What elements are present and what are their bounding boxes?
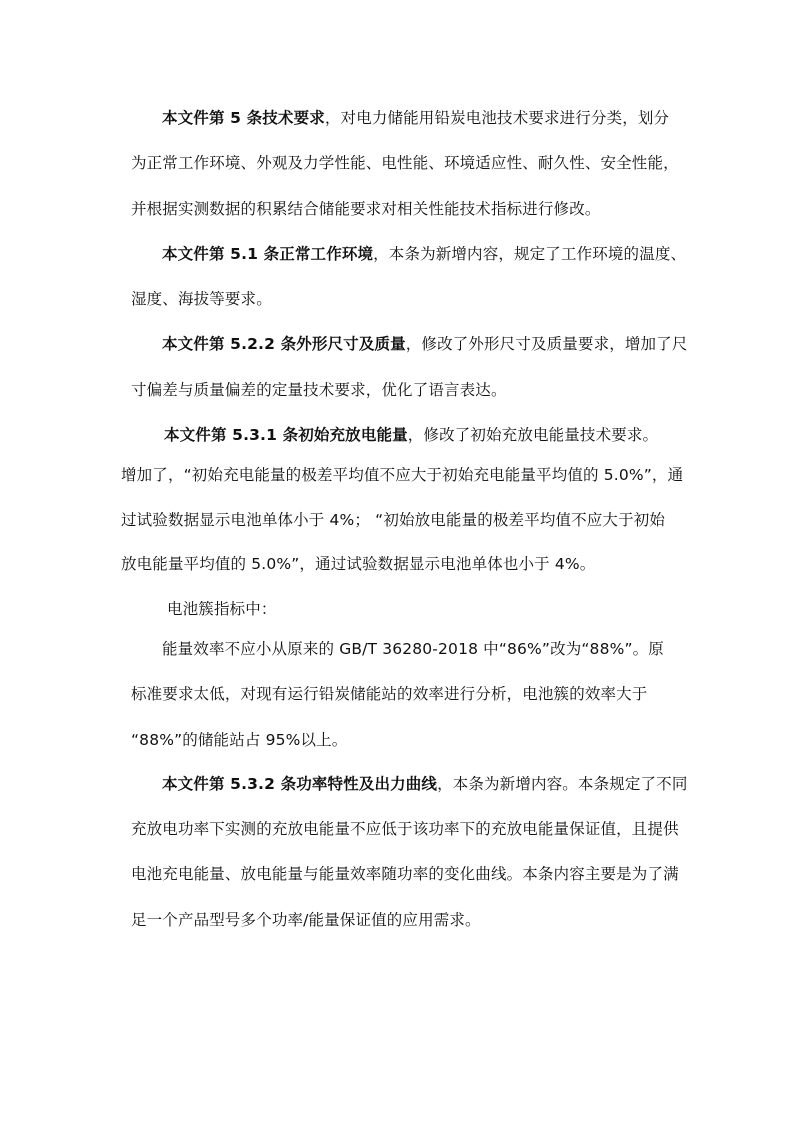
paragraph-6-line-1: 能量效率不应小从原来的 GB/T 36280-2018 中“86%”改为“88%”。原: [162, 640, 664, 658]
paragraph-text: ，修改了初始充放电能量技术要求。: [407, 426, 659, 444]
paragraph-7-line-3: 电池充电能量、放电能量与能量效率随功率的变化曲线。本条内容主要是为了满: [131, 865, 679, 883]
paragraph-4-line-4: 放电能量平均值的 5.0%”，通过试验数据显示电池单体也小于 4%。: [121, 555, 596, 573]
paragraph-text: ，本条为新增内容。本条规定了不同: [437, 775, 688, 793]
paragraph-3-line-1: [162, 333, 687, 355]
paragraph-6-line-2: 标准要求太低，对现有运行铅炭储能站的效率进行分析，电池簇的效率大于: [131, 685, 648, 703]
clause-heading: 本文件第 5.3.1 条初始充放电能量: [164, 426, 408, 444]
clause-heading: 本文件第 5.3.2 条功率特性及出力曲线: [162, 775, 438, 793]
paragraph-7-line-1: [162, 773, 687, 795]
paragraph-5-line-1: 电池簇指标中：: [167, 600, 277, 618]
clause-heading: 本文件第 5.2.2 条外形尺寸及质量: [162, 335, 406, 353]
paragraph-4-line-1: [164, 424, 658, 446]
paragraph-3-line-2: 寸偏差与质量偏差的定量技术要求，优化了语言表达。: [131, 381, 507, 399]
clause-heading: 本文件第 5 条技术要求: [162, 109, 325, 127]
paragraph-7-line-2: 充放电功率下实测的充放电能量不应低于该功率下的充放电能量保证值，且提供: [131, 820, 679, 838]
paragraph-2-line-2: 湿度、海拔等要求。: [131, 290, 272, 308]
paragraph-7-line-4: 足一个产品型号多个功率/能量保证值的应用需求。: [131, 911, 481, 929]
paragraph-1-line-2: 为正常工作环境、外观及力学性能、电性能、环境适应性、耐久性、安全性能，: [131, 154, 679, 172]
paragraph-text: ，对电力储能用铅炭电池技术要求进行分类，划分: [324, 109, 670, 127]
paragraph-text: ，本条为新增内容，规定了工作环境的温度、: [373, 245, 687, 263]
paragraph-text: ，修改了外形尺寸及质量要求，增加了尺: [405, 335, 688, 353]
clause-heading: 本文件第 5.1 条正常工作环境: [162, 245, 374, 263]
paragraph-2-line-1: [162, 243, 686, 265]
paragraph-1-line-1: [162, 107, 669, 129]
paragraph-4-line-2: 增加了，“初始充电能量的极差平均值不应大于初始充电能量平均值的 5.0%”，通: [121, 466, 684, 484]
paragraph-6-line-3: “88%”的储能站占 95%以上。: [131, 731, 348, 749]
paragraph-4-line-3: 过试验数据显示电池单体小于 4%； “初始放电能量的极差平均值不应大于初始: [121, 511, 666, 529]
paragraph-1-line-3: 并根据实测数据的积累结合储能要求对相关性能技术指标进行修改。: [131, 200, 601, 218]
